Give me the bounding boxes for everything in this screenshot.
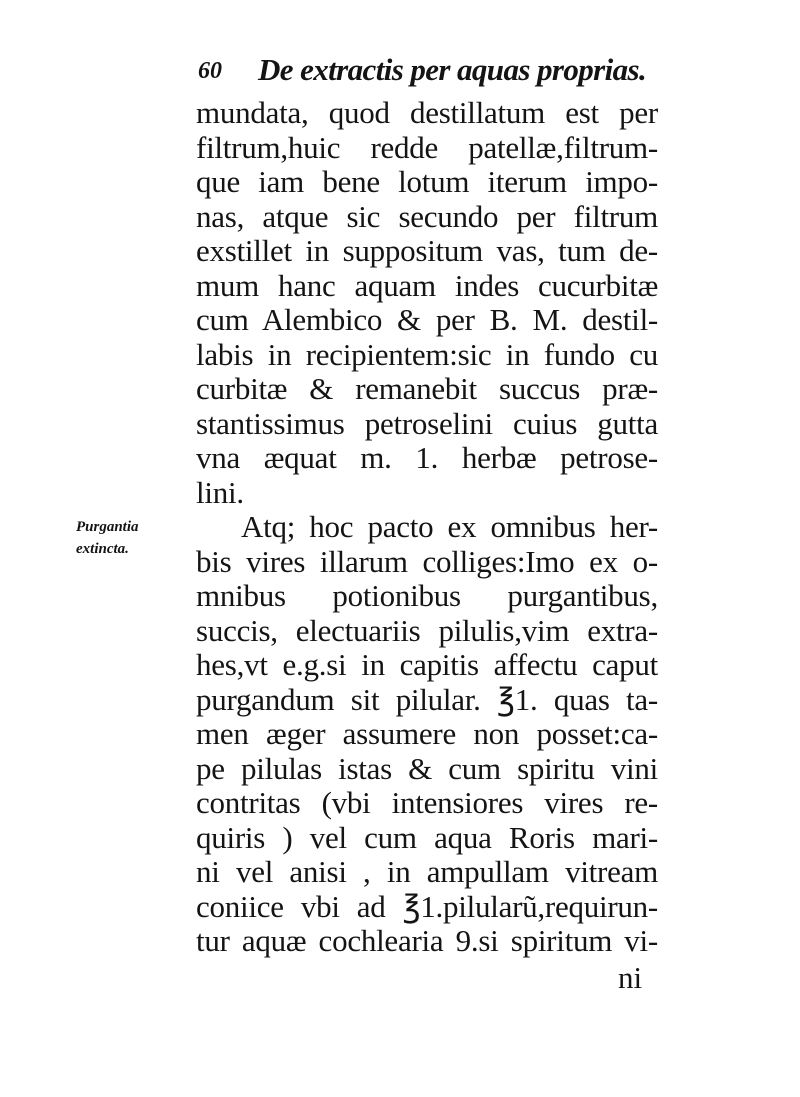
text-line: succis, electuariis pilulis,vim extra- bbox=[196, 612, 658, 648]
text-line: bis vires illarum colliges:Imo ex o- bbox=[196, 543, 658, 579]
text-line: tur aquæ cochlearia 9.si spiritum vi- bbox=[196, 923, 658, 958]
catchword: ni bbox=[618, 960, 643, 995]
text-line: labis in recipientem:sic in fundo cu bbox=[196, 336, 658, 372]
text-line: nas, atque sic secundo per filtrum bbox=[196, 198, 658, 234]
text-line: exstillet in suppositum vas, tum de- bbox=[196, 233, 658, 268]
margin-note-line-2: extincta. bbox=[76, 541, 129, 557]
page-header bbox=[198, 52, 668, 92]
page-number: 60 bbox=[198, 58, 222, 84]
text-line: ni vel anisi , in ampullam vitream bbox=[196, 854, 658, 889]
text-line: cum Alembico & per B. M. destil- bbox=[196, 302, 658, 337]
paragraph-start-line: Atq; hoc pacto ex omnibus her- bbox=[241, 509, 658, 544]
text-line: que iam bene lotum iterum impo- bbox=[196, 164, 658, 199]
text-line: men æger assumere non posset:ca- bbox=[196, 716, 658, 751]
text-line: purgandum sit pilular. ℥1. quas ta- bbox=[196, 681, 658, 717]
text-line: hes,vt e.g.si in capitis affectu caput bbox=[196, 647, 658, 682]
text-line: quiris ) vel cum aqua Roris mari- bbox=[196, 819, 658, 855]
margin-note-line-1: Purgantia bbox=[76, 519, 139, 535]
text-line: mum hanc aquam indes cucurbitæ bbox=[196, 267, 658, 303]
body-text bbox=[196, 96, 658, 959]
text-line: lini. bbox=[196, 474, 244, 510]
running-head: De extractis per aquas proprias. bbox=[258, 52, 647, 87]
text-line: pe pilulas istas & cum spiritu vini bbox=[196, 750, 658, 786]
text-line: vna æquat m. 1. herbæ petrose- bbox=[196, 440, 658, 475]
text-line: mnibus potionibus purgantibus, bbox=[196, 578, 658, 613]
text-line: filtrum,huic redde patellæ,filtrum- bbox=[196, 129, 658, 165]
text-line: contritas (vbi intensiores vires re- bbox=[196, 785, 658, 820]
text-line: stantissimus petroselini cuius gutta bbox=[196, 405, 658, 441]
margin-note bbox=[76, 516, 186, 560]
text-line: coniice vbi ad ℥1.pilularũ,requirun- bbox=[196, 888, 658, 924]
text-line: curbitæ & remanebit succus præ- bbox=[196, 371, 658, 406]
text-line: mundata, quod destillatum est per bbox=[196, 95, 658, 130]
